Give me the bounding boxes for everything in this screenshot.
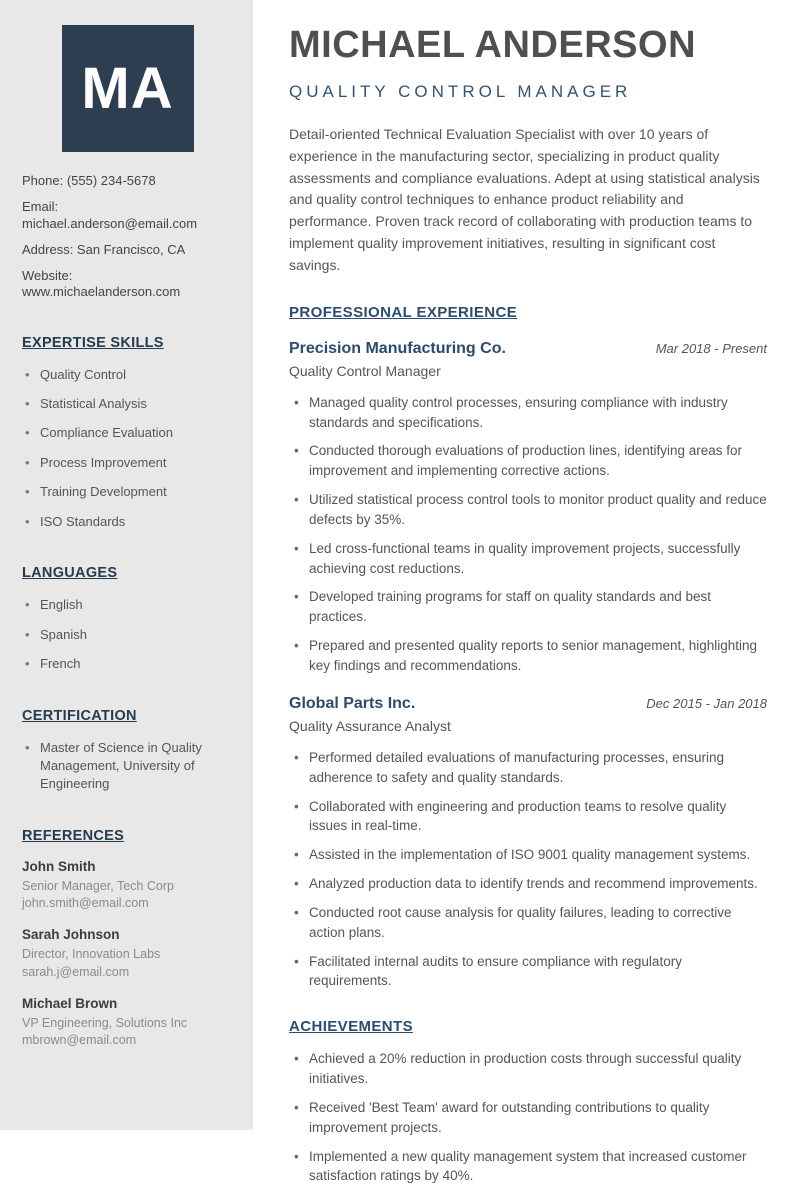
contact-phone: Phone: (555) 234-5678 <box>22 173 156 188</box>
reference-email: mbrown@email.com <box>22 1033 137 1048</box>
skills-heading: EXPERTISE SKILLS <box>22 334 164 351</box>
job-bullet: • Facilitated internal audits to ensure compliance with regulatory requirements. <box>289 952 767 992</box>
summary-paragraph: Detail-oriented Technical Evaluation Specialist with over 10 years of experience in the manufacturing sector, specializing in product quality assessments and compliance evaluations. Adept at using statistical analysis and quality control techniques to enhance product reliability and performance. Proven track record of collaborating with production teams to implement quality improvement initiatives, resulting in significant cost savings. <box>289 125 760 273</box>
achievements-heading: ACHIEVEMENTS <box>289 1018 413 1036</box>
reference-email: john.smith@email.com <box>22 896 149 911</box>
certification-item: • Master of Science in Quality Management, University of Engineering <box>22 739 233 794</box>
experience-section <box>289 304 767 992</box>
job-bullet: • Conducted root cause analysis for quality failures, leading to corrective action plans. <box>289 903 767 943</box>
contact-website: Website: www.michaelanderson.com <box>22 268 181 300</box>
person-job-title: QUALITY CONTROL MANAGER <box>289 81 632 101</box>
job-dates: Mar 2018 - Present <box>655 340 767 356</box>
languages-heading: LANGUAGES <box>22 565 118 582</box>
reference-name: Michael Brown <box>22 995 118 1011</box>
contact-info <box>22 173 233 301</box>
job-dates: Dec 2015 - Jan 2018 <box>646 695 767 711</box>
skill-item: • Training Development <box>22 483 233 501</box>
achievements-section <box>289 1018 767 1186</box>
sidebar <box>0 0 253 1130</box>
job-bullet: • Performed detailed evaluations of manufacturing processes, ensuring adherence to safety and quality standards. <box>289 748 767 788</box>
skills-list <box>22 366 233 532</box>
reference-name: John Smith <box>22 858 96 874</box>
achievement-bullet: • Implemented a new quality management system that increased customer satisfaction ratings by 40%. <box>289 1147 767 1186</box>
main-content <box>253 0 800 1184</box>
reference-role: Senior Manager, Tech Corp <box>22 878 174 893</box>
contact-address: Address: San Francisco, CA <box>22 241 186 257</box>
avatar <box>62 25 194 152</box>
contact-email: Email: michael.anderson@email.com <box>22 199 198 231</box>
job-entry <box>289 695 767 991</box>
person-name: MICHAEL ANDERSON <box>289 24 697 66</box>
job-bullet: • Prepared and presented quality reports to senior management, highlighting key findings and recommendations. <box>289 636 767 676</box>
job-bullet-list <box>289 393 767 676</box>
company-name: Global Parts Inc. <box>289 694 416 712</box>
achievement-bullet: • Achieved a 20% reduction in production costs through successful quality initiatives. <box>289 1049 767 1089</box>
achievements-list <box>289 1049 767 1186</box>
language-item: • French <box>22 655 233 673</box>
job-bullet: • Led cross-functional teams in quality improvement projects, successfully achieving cost reductions. <box>289 539 767 579</box>
job-header <box>289 340 767 358</box>
job-bullet: • Managed quality control processes, ensuring compliance with industry standards and specifications. <box>289 393 767 433</box>
achievement-bullet: • Received 'Best Team' award for outstanding contributions to quality improvement projects. <box>289 1098 767 1138</box>
job-role: Quality Assurance Analyst <box>289 717 451 734</box>
skills-section <box>22 335 233 532</box>
certification-heading: CERTIFICATION <box>22 707 137 724</box>
skill-item: • ISO Standards <box>22 513 233 531</box>
job-bullet: • Developed training programs for staff on quality standards and best practices. <box>289 587 767 627</box>
job-entry <box>289 340 767 676</box>
language-item: • English <box>22 596 233 614</box>
reference-role: VP Engineering, Solutions Inc <box>22 1015 188 1030</box>
job-bullet: • Analyzed production data to identify trends and recommend improvements. <box>289 874 767 894</box>
reference-email: sarah.j@email.com <box>22 964 130 979</box>
skill-item: • Statistical Analysis <box>22 395 233 413</box>
languages-section <box>22 565 233 673</box>
reference-entry <box>22 859 233 913</box>
job-bullet: • Utilized statistical process control tools to monitor product quality and reduce defects by 35%. <box>289 490 767 530</box>
references-section <box>22 828 233 1050</box>
experience-heading: PROFESSIONAL EXPERIENCE <box>289 303 518 321</box>
certification-section <box>22 708 233 794</box>
reference-role: Director, Innovation Labs <box>22 947 161 962</box>
job-role: Quality Control Manager <box>289 362 441 379</box>
job-bullet-list <box>289 748 767 991</box>
reference-name: Sarah Johnson <box>22 927 120 943</box>
skill-item: • Compliance Evaluation <box>22 424 233 442</box>
languages-list <box>22 596 233 673</box>
job-bullet: • Conducted thorough evaluations of production lines, identifying areas for improvement and implementing corrective actions. <box>289 441 767 481</box>
skill-item: • Quality Control <box>22 366 233 384</box>
certification-list <box>22 739 233 794</box>
reference-entry <box>22 927 233 981</box>
job-bullet: • Assisted in the implementation of ISO 9001 quality management systems. <box>289 845 767 865</box>
skill-item: • Process Improvement <box>22 454 233 472</box>
language-item: • Spanish <box>22 626 233 644</box>
job-bullet: • Collaborated with engineering and production teams to resolve quality issues in real-time. <box>289 797 767 837</box>
reference-entry <box>22 996 233 1050</box>
avatar-initials: MA <box>81 56 174 121</box>
company-name: Precision Manufacturing Co. <box>289 339 506 357</box>
references-heading: REFERENCES <box>22 827 125 844</box>
job-header <box>289 695 767 713</box>
